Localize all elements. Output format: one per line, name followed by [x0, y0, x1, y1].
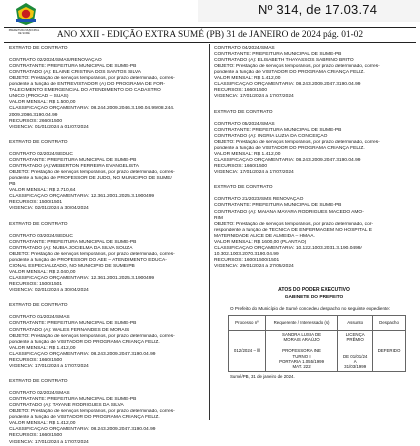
extract-line: CONTRATANTE: PREFEITURA MUNICIPAL DE SUMÉ-PB [214, 127, 342, 133]
extract-line: CONTRATO 21/2023/SMS RENOVAÇÃO [214, 197, 304, 203]
table-header-cell: Requerente / Interessado (s) [265, 316, 337, 331]
extract-line: VALOR MENSAL: R$ 2.040,00 [9, 269, 76, 275]
extract-line: CONTRATANTE: PREFEITURA MUNICIPAL DE SUMÉ-PB [9, 64, 137, 70]
extract-line: OBJETO: Prestação de serviços temporários, por prazo determinado, corres- [9, 76, 175, 82]
extract-line: CONTRATANTE: PREFEITURA MUNICIPAL DE SUMÉ-PB [9, 157, 137, 163]
contract-extract [214, 46, 414, 100]
extract-line: VALOR MENSAL: R$ 1.412,00 [214, 151, 281, 157]
left-column [9, 46, 209, 446]
extract-line: EXTRATO DE CONTRATO [9, 379, 68, 385]
extract-line: VIGÊNCIA: 17/01/2024 a 17/07/2024 [214, 94, 294, 100]
table-header-cell: Despacho [373, 316, 406, 331]
extract-line: VIGÊNCIA: 29/01/2024 a 27/05/2024 [214, 263, 294, 269]
assunto-cell [338, 331, 373, 372]
extract-line: CLASSIFICAÇÃO ORÇAMENTÁRIA: 08.243.2009.2047.3190.04.99 [214, 82, 361, 88]
dispatch-table [228, 315, 406, 372]
extract-line: CONTRATADO (A): ELISABETH THAYASSOS SABRINO BRITO [214, 58, 354, 64]
despacho-cell: DEFERIDO [373, 331, 406, 372]
extract-line: CONTRATO 01/2024/SMAS [9, 315, 70, 321]
extract-line: MATERNIDADE ALICE DE ALMEIDA – HMAA. [214, 233, 315, 239]
extract-line: EXTRATO DE CONTRATO [9, 139, 68, 145]
executive-subheading: GABINETE DO PREFEITO [284, 295, 344, 300]
extract-line: CONTRATANTE: PREFEITURA MUNICIPAL DE SUMÉ-PB [9, 239, 137, 245]
block-gap [9, 131, 209, 140]
extract-line: respondente a função de TÉCNICA DE ENFERMAGEM NO HOSPITAL E [214, 227, 372, 233]
block-gap [9, 370, 209, 379]
extract-line: RECURSOS: 1660/1500 [214, 164, 268, 170]
extract-line: EXTRATO DE CONTRATO [9, 221, 68, 227]
extract-line: RECURSOS: 1660/1500 [214, 88, 268, 94]
extract-line: CONTRATADO (A): INGRIA LUZIA DA CONCEIÇÃO [214, 133, 328, 139]
extract-line: OBJETO: Prestação de serviços temporários, por prazo determinado, corres- [9, 170, 175, 176]
extract-line: VIGÊNCIA: 01/01/2024 a 01/07/2024 [9, 124, 89, 130]
extract-line: TALECIMENTO EMERGENCIAL DO ATENDIMENTO DO CADASTRO [9, 88, 161, 94]
extract-line: pondente a função de VISITADOR DO PROGRAMA CRIANÇA FELIZ. [9, 339, 160, 345]
contract-extract [9, 303, 209, 370]
cell-line: 31/03/1999 [344, 364, 367, 370]
extract-line: RECURSOS: 1600/1500/1501 [214, 257, 280, 263]
extract-line: 10.302.1003.2070.3190.04.99 [214, 251, 279, 257]
extract-line: OBJETO: Prestação de serviços temporários, por prazo determinado, cor- [214, 221, 374, 227]
extract-line: EXTRATO DE CONTRATO [214, 185, 273, 191]
table-header-cell: Processo nº [229, 316, 266, 331]
flag-emblem-icon [14, 2, 38, 26]
extract-line: VALOR MENSAL: R$ 1.412,00 [9, 421, 76, 427]
extract-line: CONTRATADO (A): NUBIA JOCIELMA DA SILVA SOUZA [9, 245, 133, 251]
requerente-cell [265, 331, 337, 372]
processo-cell: 012/2024 – lll [229, 331, 266, 372]
executive-heading: ATOS DO PODER EXECUTIVO [278, 287, 350, 293]
place-date: Sumé/PB, 31 de janeiro de 2024. [230, 373, 295, 379]
extract-line: CONTRATADO (A): WALES FERNANDES DE MORAIS [9, 327, 130, 333]
emblem-caption: PREFEITURA MUNICIPAL DE SUMÉ [8, 29, 40, 35]
cell-line: A [353, 359, 357, 365]
extract-line: VIGÊNCIA: 02/01/2024 a 30/04/2024 [9, 288, 89, 294]
extract-line: OBJETO: Prestação de serviços temporários, por prazo determinado, corres- [9, 251, 175, 257]
cell-line: PROFESSORA INE [282, 348, 321, 354]
extract-line: OBJETO: Prestação de serviços temporários, por prazo determinado, corres- [9, 409, 175, 415]
extract-line: CONTRATADO (A):WEBERTON FERREIRA EVANGELISTA [9, 164, 139, 170]
block-gap [214, 176, 414, 185]
extract-line: CONTRATANTE: PREFEITURA MUNICIPAL DE SUMÉ-PB [214, 52, 342, 58]
extract-line: CLASSIFICAÇÃO ORÇAMENTÁRIA: 08.243.2009.2047.3190.04.99 [9, 427, 156, 433]
cell-line: MORAIS ARAÚJO [283, 337, 320, 343]
block-gap [9, 212, 209, 221]
extract-line: CONTRATO 02/2024/SEDUC [9, 151, 73, 157]
extract-line: EXTRATO DE CONTRATO [9, 303, 68, 309]
extract-line: CONTRATO 03/2024/SEDUC [9, 233, 73, 239]
extract-line: CONTRATADO (A): MAIANA MAYARA RODRIGUES MACEDO AMO- [214, 209, 364, 215]
extract-line: VALOR MENSAL: R$ 1600,00 (PLANTÃO) [214, 239, 307, 245]
extract-line: CONTRATO 05/2024/SMAS [214, 121, 275, 127]
executive-acts [214, 287, 414, 379]
extract-line: CIONAL ESPECIALIZADO, NO MUNICIPIO DE SUMÉ/PB [9, 263, 135, 269]
extract-line: CONTRATO 04/2024/SMAS [214, 46, 275, 51]
extract-line: VALOR MENSAL: R$ 2.710,64 [9, 188, 76, 194]
extract-line: CONTRATANTE: PREFEITURA MUNICIPAL DE SUMÉ-PB [9, 397, 137, 403]
block-gap [214, 100, 414, 109]
extract-line: CLASSIFICAÇÃO ORÇAMENTÁRIA: 12.361.2001.2025.3.1900499 [9, 194, 155, 200]
contract-extract [9, 140, 209, 213]
edition-rule-top [4, 27, 416, 28]
extract-line: CONTRATADO (A): TAYANE RODRIGUES DA SILVA [9, 403, 124, 409]
cell-line: PRÊMIO [346, 337, 364, 343]
table-row [229, 331, 406, 372]
contract-extract [9, 379, 209, 446]
extract-line: pondente a função de VISITADOR DO PROGRAMA CRIANÇA FELIZ. [9, 415, 160, 421]
extract-line: pondente a função de VISITADOR DO PROGRAMA CRIANÇA FELIZ. [214, 145, 365, 151]
extract-line: OBJETO: Prestação de serviços temporários, por prazo determinado, corres- [214, 139, 380, 145]
issue-box [198, 0, 420, 22]
extract-line: 2009.2086.3190.04.99 [9, 112, 58, 118]
extract-line: pondente a função de ENTREVISTADOR (A) DO PROGRAMA DE FOR- [9, 82, 166, 88]
extract-line: CONTRATO 02/2024/SMAS [9, 391, 70, 397]
edition-rule-bottom [4, 42, 416, 43]
extract-line: OBJETO: Prestação de serviços temporários, por prazo determinado, corres- [9, 333, 175, 339]
extract-line: OBJETO: Prestação de serviços temporários, por prazo determinado, corres- [214, 64, 380, 70]
extract-line: CLASSIFICAÇÃO ORÇAMENTÁRIA: 08.243.2009.2047.3190.04.99 [9, 351, 156, 357]
contract-extract [9, 46, 209, 131]
extract-line: VIGÊNCIA: 17/01/2024 a 17/07/2024 [214, 170, 294, 176]
extract-line: pondente a função de VISITADOR DO PROGRAMA CRIANÇA FELIZ. [214, 70, 365, 76]
issue-number: Nº 314, de 17.03.74 [258, 2, 378, 17]
extract-line: CONTRATANTE: PREFEITURA MUNICIPAL DE SUMÉ-PB [214, 203, 342, 209]
contract-extract [214, 185, 414, 270]
extract-line: EXTRATO DE CONTRATO [214, 109, 273, 115]
column-divider [209, 44, 210, 420]
table-header-row [229, 316, 406, 331]
extract-line: pondente a função de PROFESSOR DE JUDÔ, NO MUNICIPIO DE SUMÉ/ [9, 176, 172, 182]
extract-line: RIM [214, 215, 223, 221]
block-gap [9, 294, 209, 303]
extract-line: VIGÊNCIA: 17/01/2024 a 17/07/2024 [9, 363, 89, 369]
cell-line: PORTARIA 1.055/1999 [279, 359, 325, 365]
extract-line: RECURSOS: 1500/1501 [9, 200, 63, 206]
extract-line: RECURSOS: 1660/1500 [9, 433, 63, 439]
extract-line: pondente a função de PROFESSOR DO AEE – ATENDIMENTO EDUCA- [9, 257, 167, 263]
extract-line: VIGÊNCIA: 02/01/2024 a 30/04/2024 [9, 206, 89, 212]
extract-line: RECURSOS: 1500/1501 [9, 282, 63, 288]
contract-extract [214, 110, 414, 177]
executive-intro: O Prefeito do Município de Sumé concedeu despacho no seguinte expediente: [230, 306, 391, 311]
extract-line: CONTRATADO (A): ELAINE CRISTINA DOS SANTOS SILVA [9, 70, 141, 76]
cell-line: SANDRA LUSIA DE [282, 332, 322, 337]
extract-line: CLASSIFICAÇÃO ORÇAMENTÁRIA: 08.244.2009.2046.3.190.04.99/08.244. [9, 106, 175, 112]
extract-line: CONTRATANTE: PREFEITURA MUNICIPAL DE SUMÉ-PB [9, 321, 137, 327]
extract-line: RECURSOS: 2660/1500 [9, 118, 63, 124]
extract-line: CLASSIFICAÇÃO ORÇAMENTÁRIA: 12.361.2001.2025.3.1900499 [9, 276, 155, 282]
cell-line: DE 01/01/24 [342, 353, 368, 359]
extract-line: VALOR MENSAL: R$ 1.500,00 [9, 100, 76, 106]
contract-extract [9, 222, 209, 295]
extract-line: VIGÊNCIA: 17/01/2024 a 17/07/2024 [9, 439, 89, 445]
extract-line: VALOR MENSAL: R$ 1.412,00 [214, 76, 281, 82]
extract-line: CLASSIFICAÇÃO ORÇAMENTÁRIA: 08.243.2009.2047.3190.04.99 [214, 157, 361, 163]
cell-line: TURNO I [292, 353, 311, 359]
extract-line: VALOR MENSAL: R$ 1.412,00 [9, 345, 76, 351]
extract-line: CLASSIFICAÇÃO ORÇAMENTÁRIA: 10.122.1003.2031.3.190.0499/ [214, 245, 362, 251]
extract-line: RECURSOS: 1660/1500 [9, 357, 63, 363]
cell-line: MAT. 222 [292, 364, 311, 370]
extract-line: PB [9, 182, 16, 188]
right-column [214, 46, 414, 270]
edition-title: ANO XXII - EDIÇÃO EXTRA SUMÉ (PB) 31 de JANEIRO de 2024 pág. 01-02 [56, 30, 364, 40]
extract-line: CONTRATO 02/2024/SMAS/RENOVAÇÃO [9, 58, 102, 64]
table-header-cell: Assunto [338, 316, 373, 331]
extract-line: ÚNICO (PROCAD – SUAS) [9, 94, 69, 100]
extract-line: EXTRATO DE CONTRATO [9, 46, 68, 51]
cell-line: LICENÇA [345, 332, 365, 337]
